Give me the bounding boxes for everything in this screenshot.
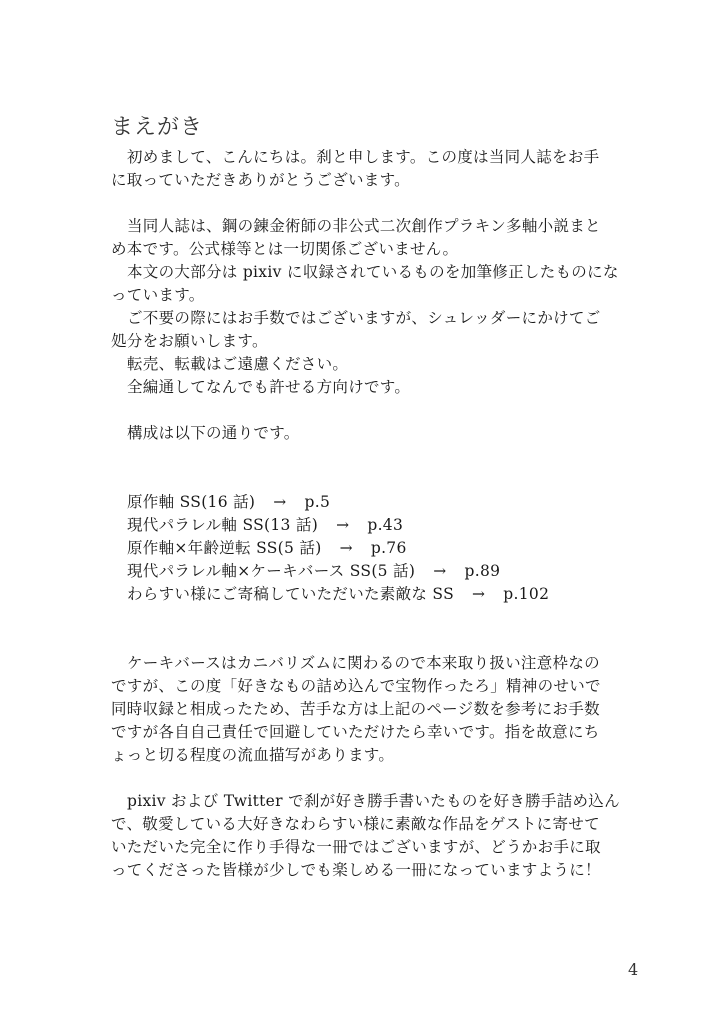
paragraph-line: 転売、転載はご遠慮ください。 (127, 355, 349, 373)
blank-line (111, 606, 611, 629)
page-number: 4 (628, 960, 639, 979)
arrow-icon: → (339, 539, 353, 557)
paragraph-line: 同時収録と相成ったため、苦手な方は上記のページ数を参考にお手数 (111, 700, 600, 718)
paragraph-line: で、敬愛している大好きなわらすい様に素敵な作品をゲストに寄せて (111, 815, 600, 833)
paragraph-line: ですが、この度「好きなもの詰め込んで宝物作ったろ」精神のせいで (111, 677, 601, 695)
toc-page: p.43 (367, 516, 404, 534)
blank-line (111, 399, 611, 422)
paragraph-line: 本文の大部分は pixiv に収録されているものを加筆修正したものにな (127, 263, 619, 281)
toc-entry (111, 514, 611, 537)
arrow-icon: → (273, 493, 287, 511)
paragraph-line: 構成は以下の通りです。 (127, 424, 300, 442)
body-text (111, 146, 620, 882)
toc-title: 現代パラレル軸×ケーキバース SS(5 話) (127, 562, 416, 580)
toc-page: p.102 (503, 585, 550, 603)
toc-page: p.89 (464, 562, 501, 580)
toc-page: p.76 (370, 539, 407, 557)
toc-entry (111, 560, 611, 583)
blank-line (111, 192, 611, 215)
paragraph-line: ょっと切る程度の流血描写があります。 (111, 746, 395, 764)
toc-title: 現代パラレル軸 SS(13 話) (127, 516, 319, 534)
toc-title: 原作軸×年齢逆転 SS(5 話) (127, 539, 322, 557)
paragraph-line: ですが各自自己責任で回避していただけたら幸いです。指を故意にち (111, 723, 600, 741)
paragraph-line: 初めまして、こんにちは。刹と申します。この度は当同人誌をお手 (127, 148, 600, 166)
paragraph-line: に取っていただきありがとうございます。 (111, 171, 410, 189)
page-title: まえがき (111, 115, 204, 140)
arrow-icon: → (336, 516, 350, 534)
blank-line (111, 767, 611, 790)
toc-title: 原作軸 SS(16 話) (127, 493, 256, 511)
paragraph-line: 当同人誌は、鋼の錬金術師の非公式二次創作プラキン多軸小説まと (127, 217, 601, 235)
blank-line (111, 445, 611, 468)
arrow-icon: → (433, 562, 447, 580)
toc-page: p.5 (304, 493, 331, 511)
paragraph-line: いただいた完全に作り手得な一冊ではございますが、どうかお手に取 (111, 838, 601, 856)
paragraph-line: ケーキバースはカニバリズムに関わるので本来取り扱い注意枠なの (127, 654, 600, 672)
toc-entry (111, 491, 611, 514)
paragraph-line: 全編通してなんでも許せる方向けです。 (127, 378, 411, 396)
paragraph-line: め本です。公式様等とは一切関係ございません。 (111, 240, 459, 258)
toc-entry (111, 537, 611, 560)
table-of-contents (111, 491, 611, 606)
paragraph-line: ご不要の際にはお手数ではございますが、シュレッダーにかけてご (127, 309, 601, 327)
arrow-icon: → (472, 585, 486, 603)
paragraph-line: 処分をお願いします。 (111, 332, 268, 350)
paragraph-line: ってくださった皆様が少しでも楽しめる一冊になっていますように！ (111, 861, 601, 879)
blank-line (111, 468, 611, 491)
blank-line (111, 629, 611, 652)
paragraph-line: pixiv および Twitter で刹が好き勝手書いたものを好き勝手詰め込ん (127, 792, 620, 810)
toc-title: わらすい様にご寄稿していただいた素敵な SS (127, 585, 454, 603)
toc-entry (111, 583, 611, 606)
paragraph-line: っています。 (111, 286, 205, 304)
